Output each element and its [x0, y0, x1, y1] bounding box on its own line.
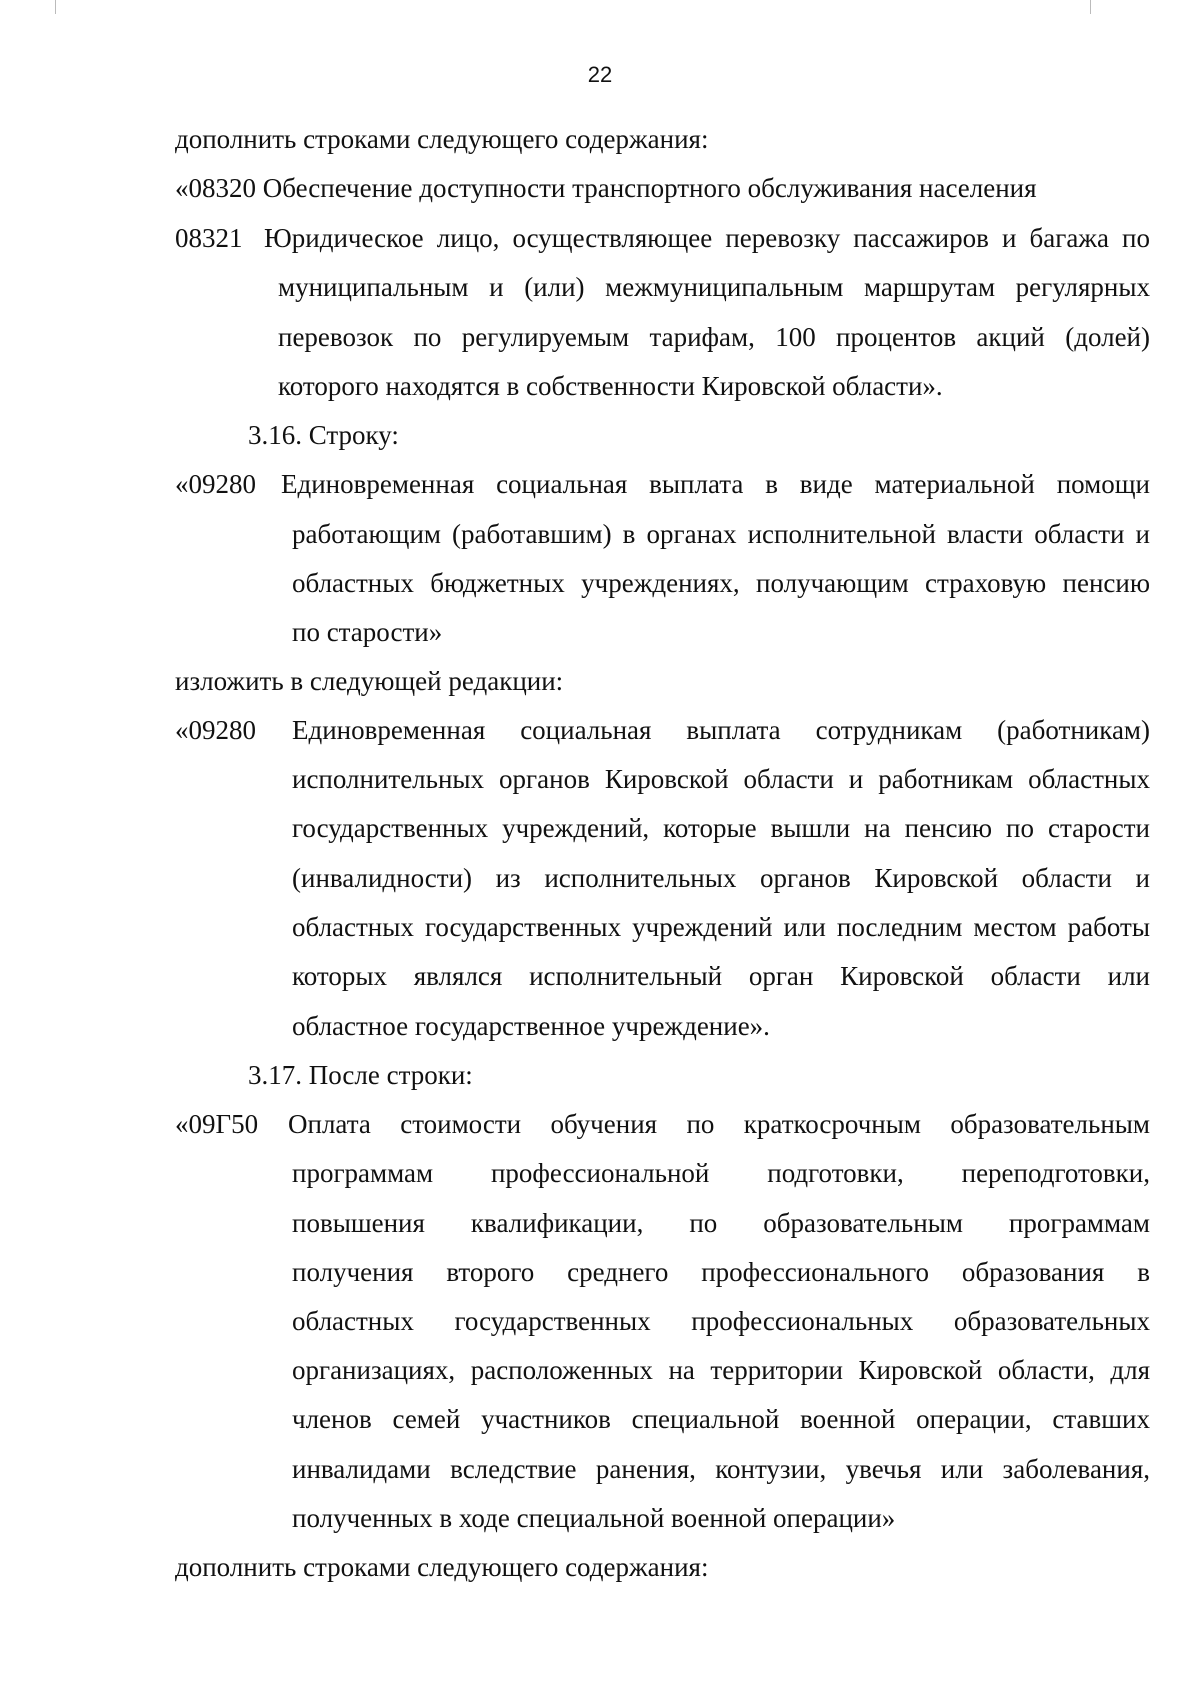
entry-text-line: которого находятся в собственности Кировской области». [278, 371, 943, 401]
entry-text-line: Оплата стоимости обучения по краткосрочным образовательным [288, 1109, 1150, 1139]
entry-text-line: областных государственных учреждений или последним местом работы [292, 912, 1150, 942]
entry-code: «09Г50 [175, 1109, 259, 1139]
section-3-16-heading: 3.16. Строку: [248, 420, 399, 450]
entry-text-line: областных бюджетных учреждениях, получающим страховую пенсию [292, 568, 1150, 598]
entry-text-line: организациях, расположенных на территории Кировской области, для [292, 1355, 1150, 1385]
entry-text-line: членов семей участников специальной военной операции, ставших [292, 1404, 1150, 1434]
entry-text-line: перевозок по регулируемым тарифам, 100 процентов акций (долей) [278, 322, 1150, 352]
entry-text: Обеспечение доступности транспортного обслуживания населения [262, 173, 1037, 203]
entry-text-line: государственных учреждений, которые вышли на пенсию по старости [292, 813, 1150, 843]
entry-text-line: Единовременная социальная выплата в виде материальной помощи [281, 469, 1150, 499]
page-number: 22 [587, 62, 613, 87]
paragraph-new-wording-intro: изложить в следующей редакции: [175, 666, 564, 696]
entry-text-line: работающим (работавшим) в органах исполнительной власти области и [292, 519, 1150, 549]
entry-code: 08321 [175, 223, 243, 253]
entry-text-line: исполнительных органов Кировской области и работникам областных [292, 764, 1150, 794]
entry-text-line: муниципальным и (или) межмуниципальным маршрутам регулярных [278, 272, 1150, 302]
entry-text-line: областных государственных профессиональных образовательных [292, 1306, 1150, 1336]
entry-text-line: которых являлся исполнительный орган Кировской области или [292, 961, 1150, 991]
section-3-17-heading: 3.17. После строки: [248, 1060, 473, 1090]
scan-edge-mark [1090, 0, 1091, 14]
entry-text-line: по старости» [292, 617, 443, 647]
entry-text-line: получения второго среднего профессионального образования в [292, 1257, 1150, 1287]
entry-text-line: программам профессиональной подготовки, переподготовки, [292, 1158, 1150, 1188]
entry-text-line: полученных в ходе специальной военной операции» [292, 1503, 896, 1533]
entry-text-line: Юридическое лицо, осуществляющее перевозку пассажиров и багажа по [264, 223, 1150, 253]
entry-text-line: Единовременная социальная выплата сотрудникам (работникам) [292, 715, 1150, 745]
entry-code: «08320 [175, 173, 256, 203]
entry-code: «09280 [175, 715, 256, 745]
entry-text-line: (инвалидности) из исполнительных органов Кировской области и [292, 863, 1150, 893]
paragraph-supplement-intro: дополнить строками следующего содержания: [175, 124, 709, 154]
paragraph-supplement-outro: дополнить строками следующего содержания: [175, 1552, 709, 1582]
entry-code: «09280 [175, 469, 256, 499]
entry-text-line: инвалидами вследствие ранения, контузии, увечья или заболевания, [292, 1454, 1150, 1484]
entry-08320 [175, 172, 1037, 204]
scan-edge-mark [55, 0, 56, 14]
entry-text-line: областное государственное учреждение». [292, 1011, 770, 1041]
entry-text-line: повышения квалификации, по образовательным программам [292, 1208, 1150, 1238]
